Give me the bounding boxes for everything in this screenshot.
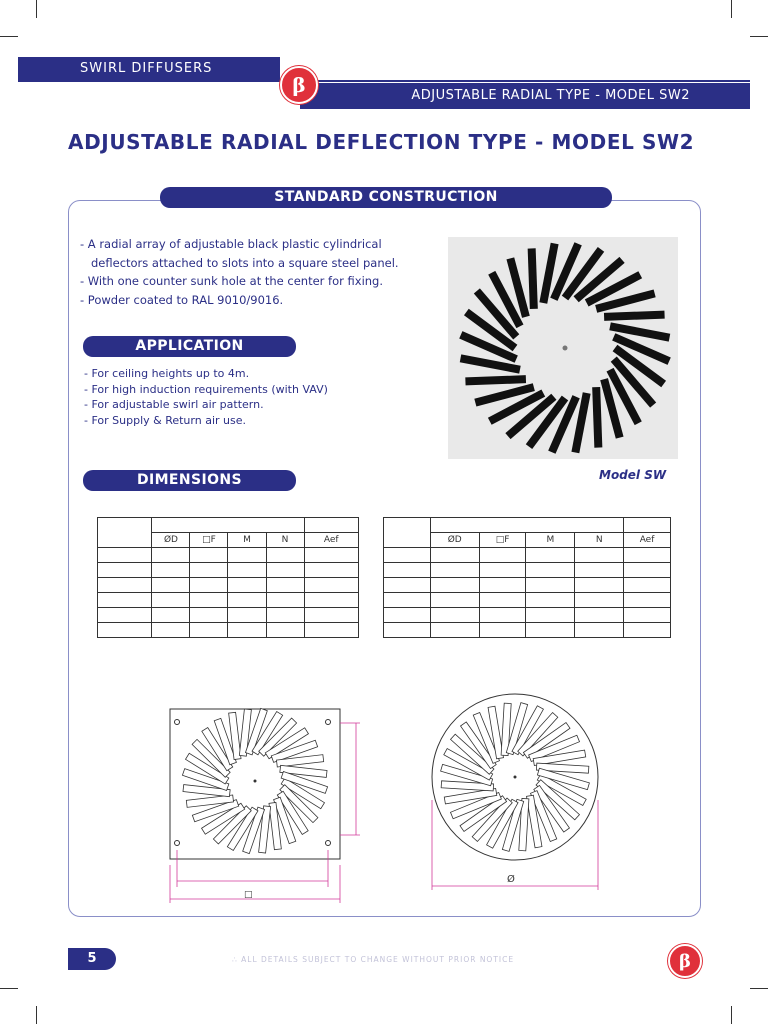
column-header: N bbox=[266, 533, 304, 548]
fixing-hole bbox=[175, 841, 180, 846]
footer-note: ∴ ALL DETAILS SUBJECT TO CHANGE WITHOUT PRIOR NOTICE bbox=[232, 955, 515, 964]
crop-mark bbox=[36, 1006, 37, 1024]
application-heading: APPLICATION bbox=[83, 336, 296, 357]
list-item: - For Supply & Return air use. bbox=[84, 413, 246, 427]
table-row bbox=[98, 548, 359, 563]
bullet: - A radial array of adjustable black plastic cylindrical bbox=[80, 237, 382, 251]
list-item: - For ceiling heights up to 4m. bbox=[84, 367, 250, 380]
table-row bbox=[98, 593, 359, 608]
vane bbox=[604, 311, 665, 321]
brand-logo: β bbox=[280, 66, 318, 104]
center-hole bbox=[254, 780, 257, 783]
crop-mark bbox=[0, 36, 18, 37]
list-item: - For high induction requirements (with VAV) bbox=[84, 382, 328, 396]
crop-mark bbox=[750, 36, 768, 37]
center-hole bbox=[563, 346, 568, 351]
column-header: M bbox=[228, 533, 266, 548]
construction-bullets bbox=[80, 235, 399, 309]
vane bbox=[528, 248, 538, 309]
vane bbox=[465, 375, 526, 385]
table-row bbox=[98, 578, 359, 593]
page-number: 5 bbox=[68, 948, 116, 970]
square-diffuser-drawing bbox=[160, 695, 380, 905]
vane bbox=[592, 387, 602, 448]
column-header: N bbox=[575, 533, 624, 548]
table-row bbox=[384, 608, 671, 623]
fixing-hole bbox=[175, 720, 180, 725]
column-header: ØD bbox=[430, 533, 479, 548]
table-row bbox=[384, 578, 671, 593]
bullet: - Powder coated to RAL 9010/9016. bbox=[80, 292, 284, 307]
standard-construction-heading: STANDARD CONSTRUCTION bbox=[160, 187, 612, 208]
subsection-label: ADJUSTABLE RADIAL TYPE - MODEL SW2 bbox=[300, 83, 750, 109]
list-item: - For adjustable swirl air pattern. bbox=[84, 398, 264, 411]
fixing-hole bbox=[326, 841, 331, 846]
table-row bbox=[98, 623, 359, 638]
table-row bbox=[98, 608, 359, 623]
crop-mark bbox=[36, 0, 37, 18]
bullet: - With one counter sunk hole at the center for fixing. bbox=[80, 274, 384, 288]
table-row bbox=[384, 593, 671, 608]
column-header: M bbox=[526, 533, 575, 548]
crop-mark bbox=[731, 0, 732, 18]
column-header: ØD bbox=[152, 533, 190, 548]
dimensions-table-right bbox=[383, 517, 671, 638]
round-diffuser-drawing bbox=[425, 690, 615, 895]
fixing-hole bbox=[326, 720, 331, 725]
square-dimension-label: □ bbox=[244, 890, 253, 900]
dimensions-table-left bbox=[97, 517, 359, 638]
center-hole bbox=[514, 776, 517, 779]
photo-caption: Model SW bbox=[599, 468, 667, 482]
product-photo bbox=[448, 237, 678, 459]
round-dimension-label: Ø bbox=[507, 874, 515, 885]
bullet: deflectors attached to slots into a square steel panel. bbox=[91, 255, 399, 270]
dimensions-heading: DIMENSIONS bbox=[83, 470, 296, 491]
table-row bbox=[384, 563, 671, 578]
column-header: Aef bbox=[624, 533, 671, 548]
crop-mark bbox=[750, 988, 768, 989]
crop-mark bbox=[0, 988, 18, 989]
table-row bbox=[384, 623, 671, 638]
swirl-diffuser-photo bbox=[448, 237, 678, 459]
table-row bbox=[98, 563, 359, 578]
footer-logo: β bbox=[668, 944, 702, 978]
section-label: SWIRL DIFFUSERS bbox=[18, 57, 280, 81]
column-header: □F bbox=[479, 533, 526, 548]
table-row bbox=[384, 548, 671, 563]
page-title: ADJUSTABLE RADIAL DEFLECTION TYPE - MODEL SW2 bbox=[68, 130, 695, 154]
column-header: □F bbox=[190, 533, 228, 548]
column-header: Aef bbox=[304, 533, 358, 548]
application-list bbox=[84, 366, 328, 428]
crop-mark bbox=[731, 1006, 732, 1024]
